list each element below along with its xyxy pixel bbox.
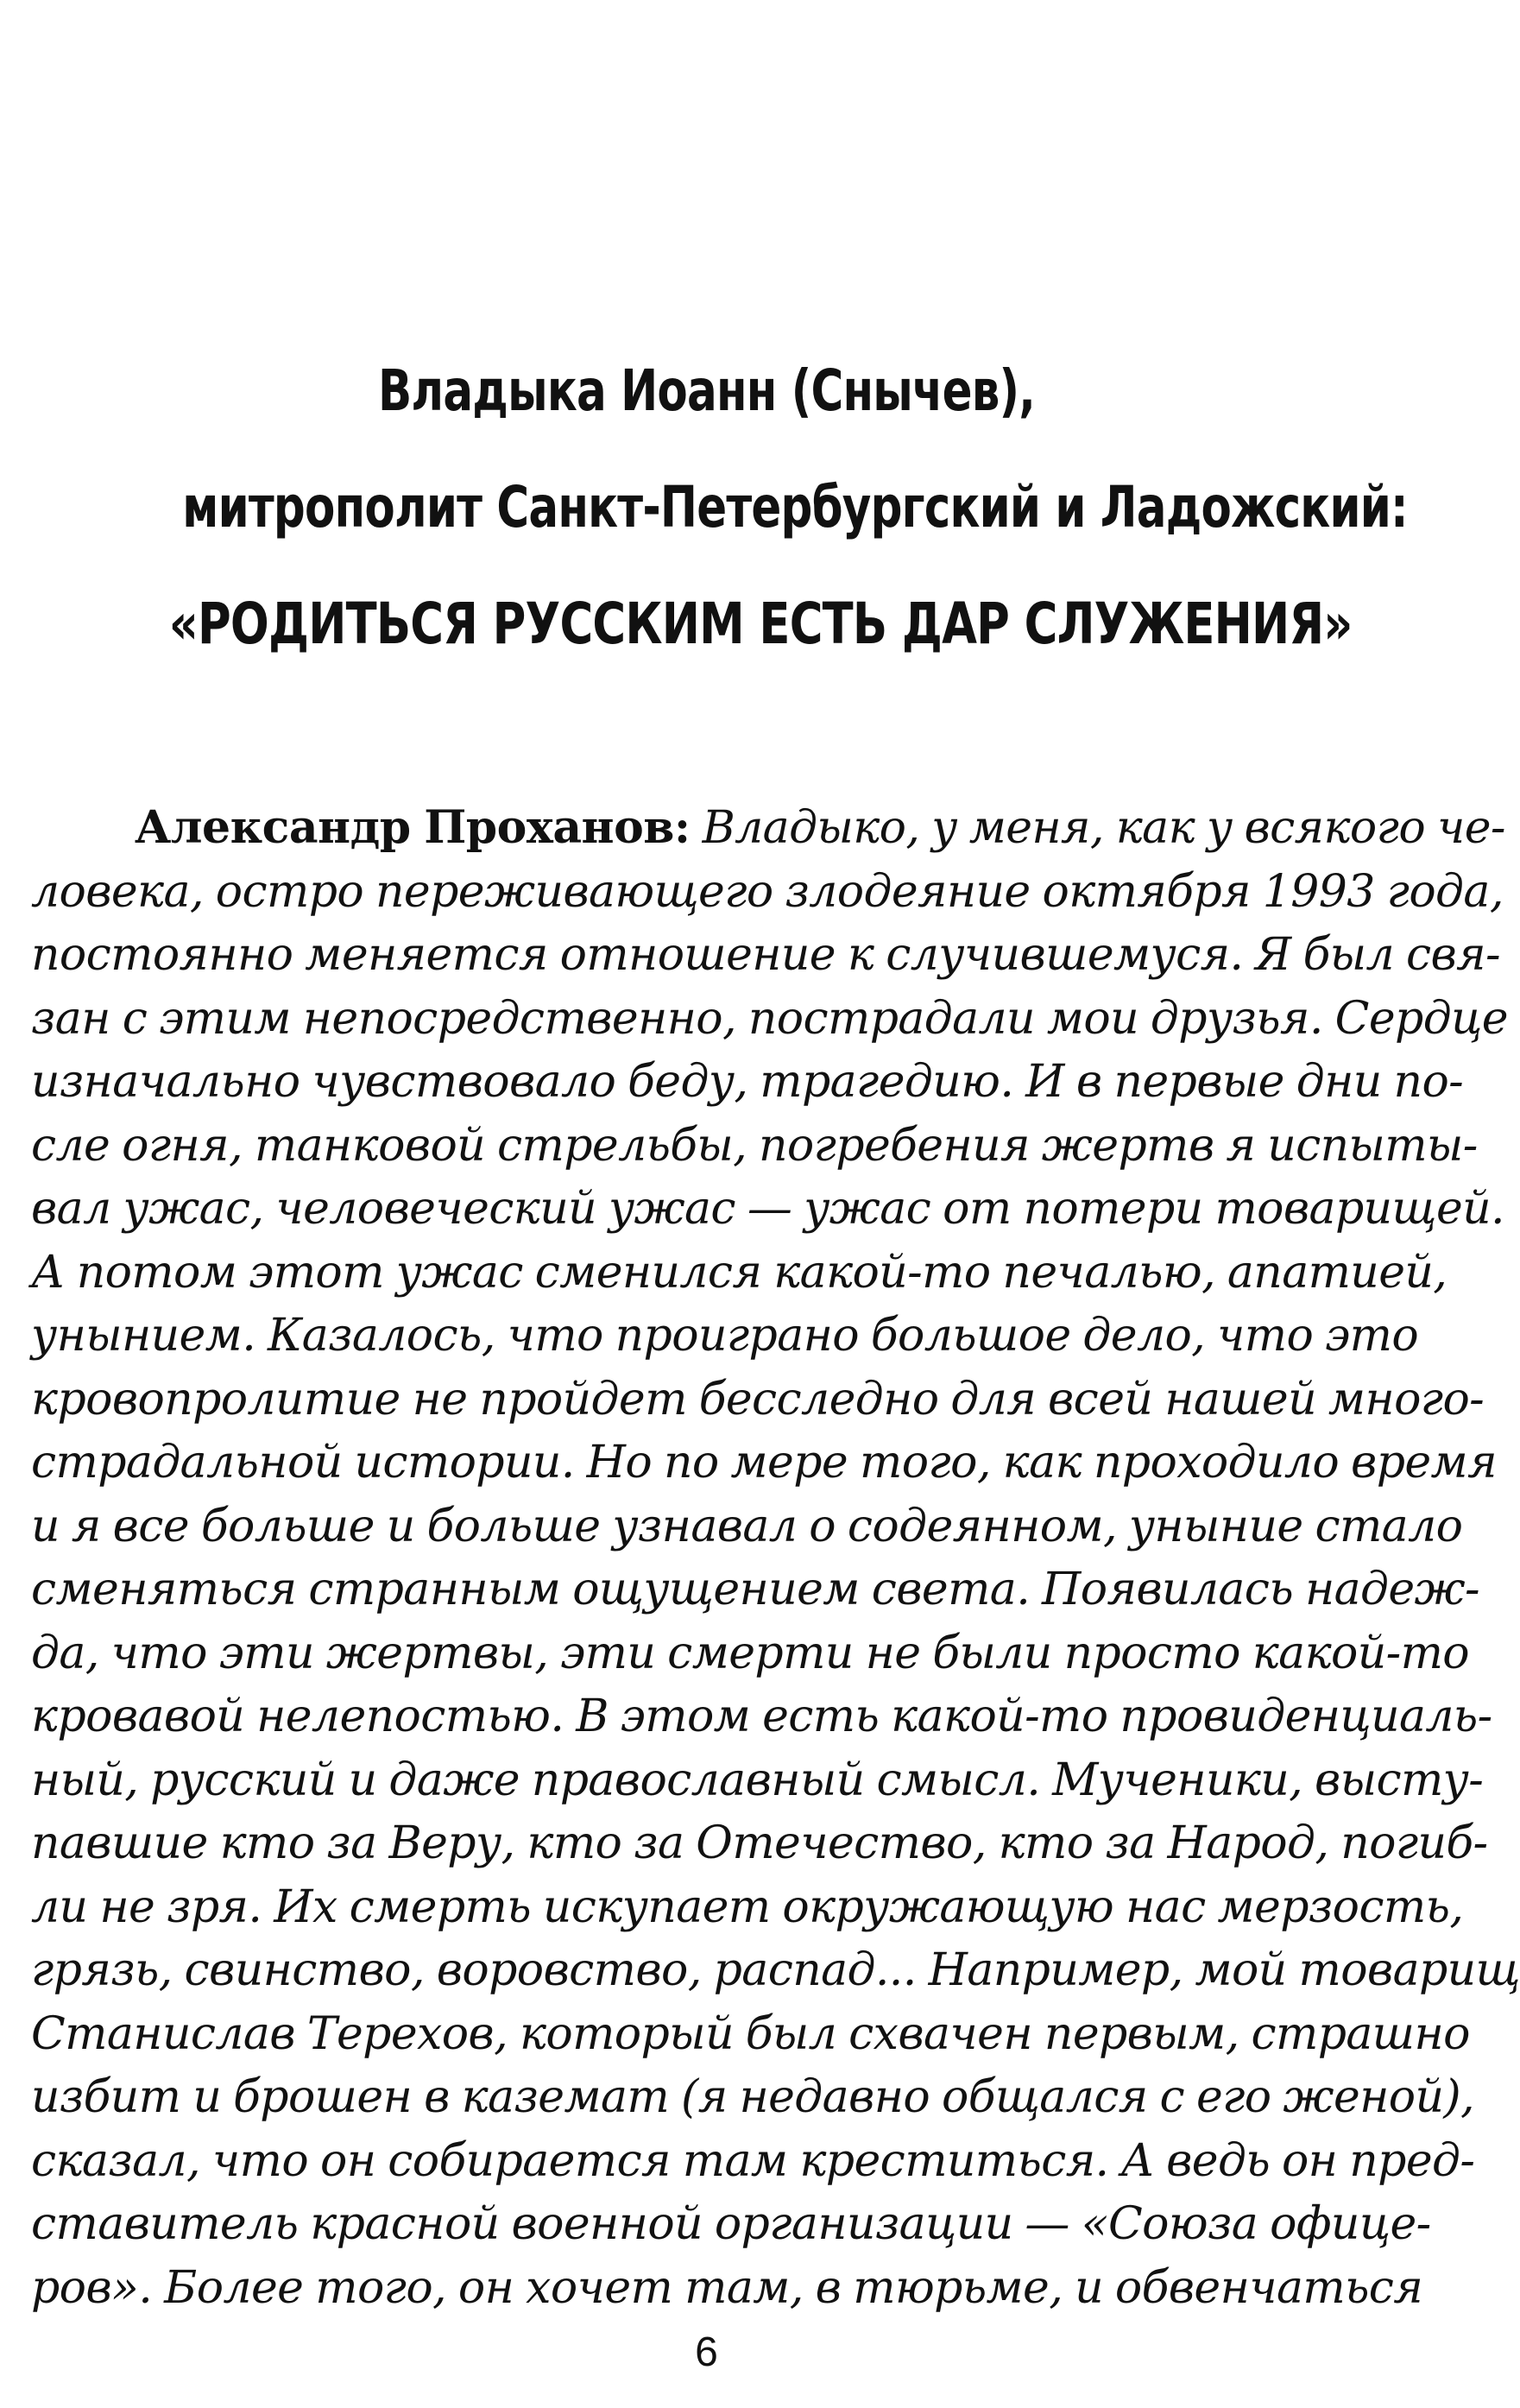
body-line: ли не зря. Их смерть искупает окружающую нас мерзость, — [31, 1880, 1464, 1933]
body-line: изначально чувствовало беду, трагедию. И в первые дни по- — [31, 1056, 1464, 1108]
body-line: ловека, остро переживающего злодеяние октября 1993 года, — [31, 865, 1504, 918]
body-line: ставитель красной военной организации — «Союза офице- — [31, 2198, 1431, 2250]
title-line-3: «РОДИТЬСЯ РУССКИМ ЕСТЬ ДАР СЛУЖЕНИЯ» — [168, 591, 1353, 657]
body-line: избит и брошен в каземат (я недавно общался с его женой), — [31, 2071, 1474, 2123]
body-line: грязь, свинство, воровство, распад... Например, мой товарищ — [31, 1944, 1520, 1996]
speaker-name: Александр Проханов — [135, 801, 674, 854]
title-line-2: митрополит Санкт-Петербургский и Ладожский: — [182, 474, 1408, 540]
body-line: кровопролитие не пройдет бесследно для всей нашей много- — [31, 1373, 1485, 1425]
chapter-title — [35, 332, 1408, 682]
page-number: 6 — [695, 2329, 718, 2375]
body-line: да, что эти жертвы, эти смерти не были просто какой-то — [31, 1627, 1470, 1679]
body-line: сле огня, танковой стрельбы, погребения жертв я испыты- — [31, 1119, 1478, 1172]
body-line: сменяться странным ощущением света. Появилась надеж- — [31, 1564, 1480, 1615]
body-paragraph — [31, 796, 1520, 2320]
title-line-1: Владыка Иоанн (Снычев), — [377, 357, 1036, 424]
body-line: кровавой нелепостью. В этом есть какой-то провиденциаль- — [31, 1691, 1492, 1742]
body-line: унынием. Казалось, что проиграно большое дело, что это — [31, 1310, 1419, 1362]
body-line-text: Владыко, у меня, как у всякого че- — [702, 802, 1505, 854]
body-line: вал ужас, человеческий ужас — ужас от потери товарищей. — [31, 1183, 1504, 1235]
speaker-separator: : — [673, 801, 691, 854]
body-line: А потом этот ужас сменился какой-то печалью, апатией, — [31, 1246, 1447, 1299]
body-line: постоянно меняется отношение к случившемуся. Я был свя- — [31, 929, 1500, 981]
body-line: сказал, что он собирается там креститься. А ведь он пред- — [31, 2134, 1475, 2187]
body-line — [31, 796, 1505, 861]
body-line: и я все больше и больше узнавал о содеянном, уныние стало — [31, 1500, 1463, 1552]
body-line: зан с этим непосредственно, пострадали мои друзья. Сердце — [31, 992, 1508, 1045]
body-line: страдальной истории. Но по мере того, как проходило время — [31, 1437, 1497, 1488]
body-line: Станислав Терехов, который был схвачен первым, страшно — [31, 2007, 1470, 2060]
body-line: павшие кто за Веру, кто за Отечество, кто за Народ, погиб- — [31, 1817, 1488, 1869]
body-line: ров». Более того, он хочет там, в тюрьме, и обвенчаться — [31, 2261, 1423, 2314]
body-line: ный, русский и даже православный смысл. Мученики, высту- — [31, 1754, 1484, 1806]
